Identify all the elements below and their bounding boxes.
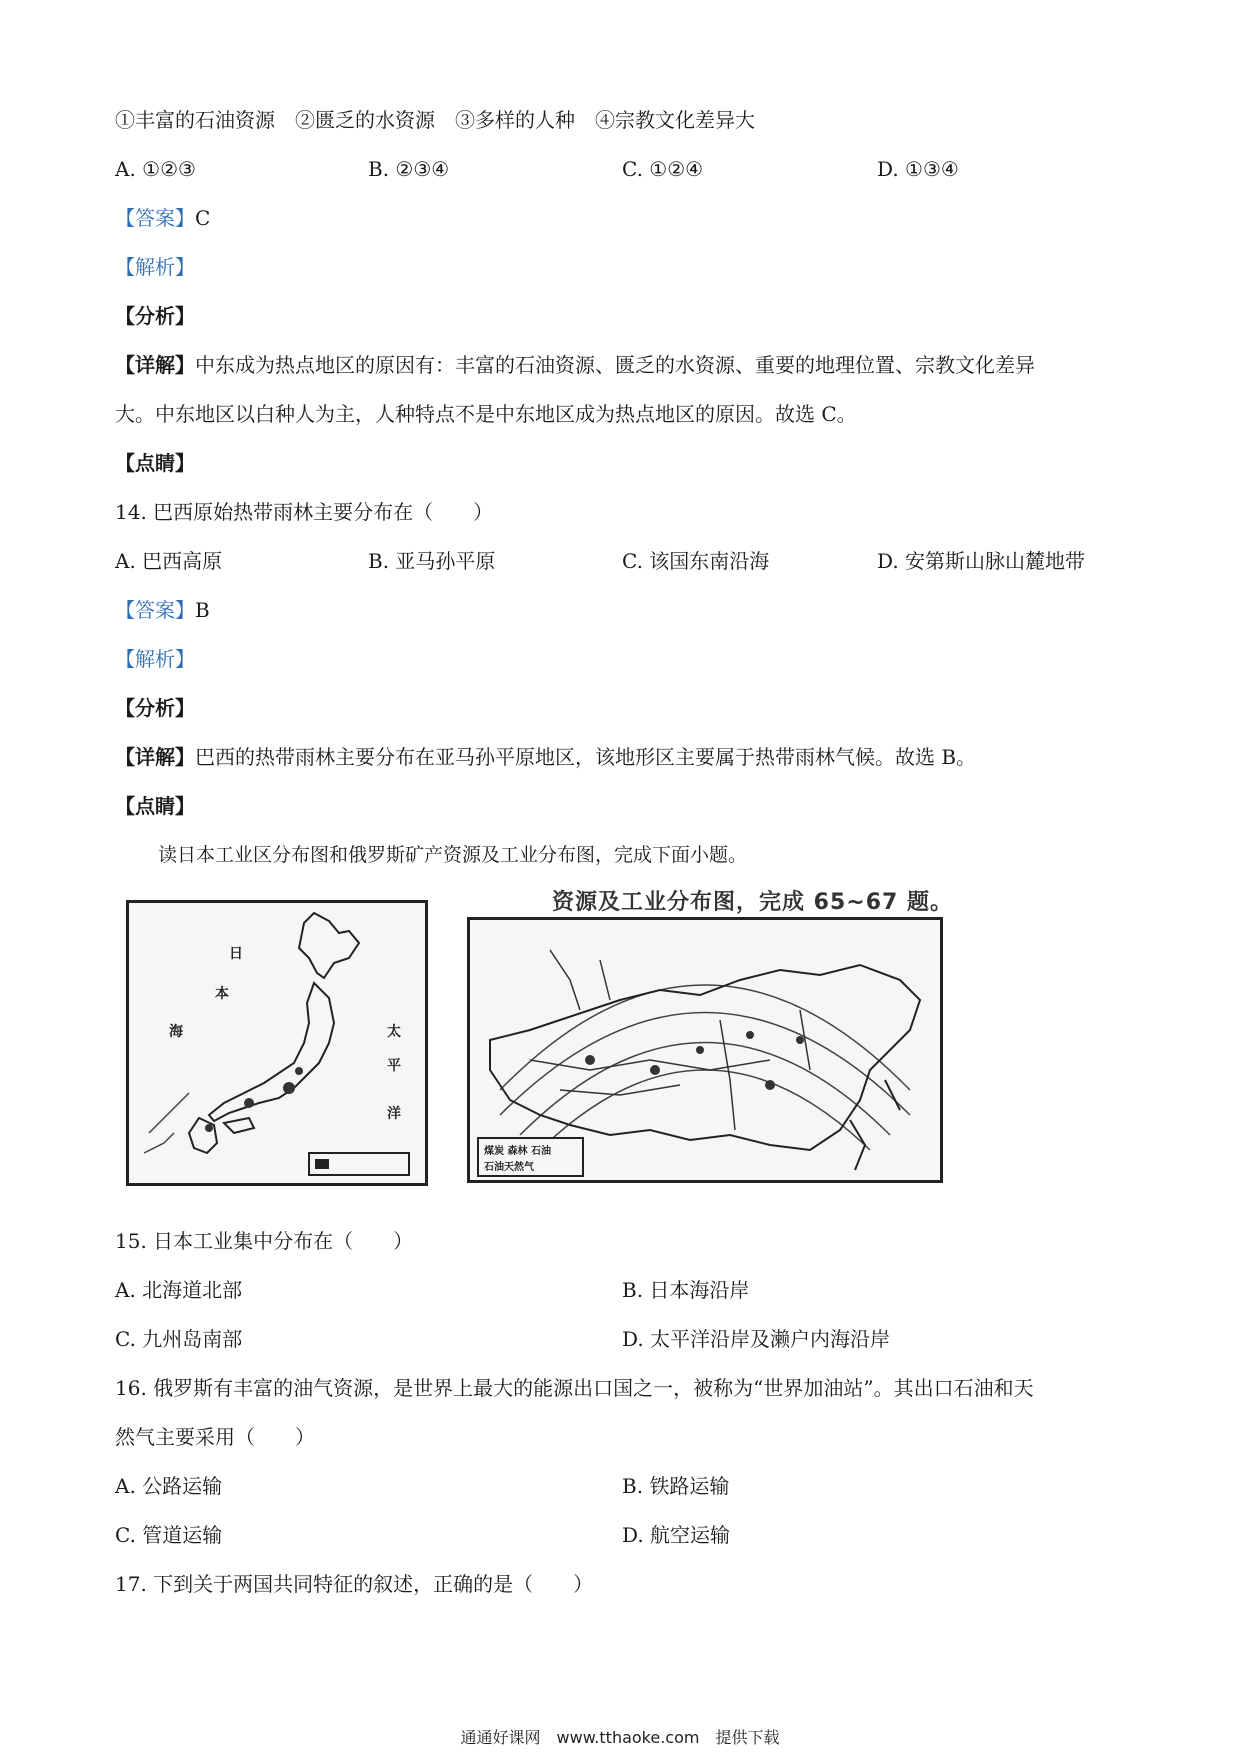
- q17-stem: 17. 下到关于两国共同特征的叙述，正确的是（ ）: [115, 1572, 594, 1596]
- q13-detail-line1: [115, 351, 1035, 379]
- q14-detail: [115, 743, 976, 771]
- russia-resource-map: [467, 917, 943, 1183]
- q13-option-c: C. ①②④: [622, 157, 704, 181]
- russia-map-drawing: [470, 920, 940, 1180]
- figure-top-text: 资源及工业分布图，完成 65~67 题。: [552, 890, 953, 915]
- q15-option-b: B. 日本海沿岸: [622, 1278, 750, 1302]
- q13-fenxi: 【分析】: [115, 304, 195, 328]
- japan-label-3: 海: [169, 1024, 183, 1040]
- q15-option-c: C. 九州岛南部: [115, 1327, 243, 1351]
- answer-tag: 【答案】: [115, 598, 195, 622]
- q14-option-a: A. 巴西高原: [115, 549, 223, 573]
- answer-value: C: [195, 206, 211, 230]
- q16-option-a: A. 公路运输: [115, 1474, 223, 1498]
- q13-jiexi: 【解析】: [115, 255, 195, 279]
- q13-dianjing: 【点睛】: [115, 451, 195, 475]
- detail-text: 中东成为热点地区的原因有：丰富的石油资源、匮乏的水资源、重要的地理位置、宗教文化差异: [195, 353, 1035, 377]
- q15-stem: 15. 日本工业集中分布在（ ）: [115, 1229, 414, 1253]
- q13-option-d: D. ①③④: [877, 157, 959, 181]
- q15-option-d: D. 太平洋沿岸及濑户内海沿岸: [622, 1327, 891, 1351]
- russia-legend-1: 煤炭 森林 石油: [484, 1146, 551, 1157]
- q16-option-d: D. 航空运输: [622, 1523, 731, 1547]
- answer-value: B: [195, 598, 210, 622]
- q14-dianjing: 【点睛】: [115, 794, 195, 818]
- q16-stem-line2: 然气主要采用（ ）: [115, 1425, 315, 1449]
- q16-stem-line1: 16. 俄罗斯有丰富的油气资源，是世界上最大的能源出口国之一，被称为“世界加油站”。其出口石油和天: [115, 1376, 1034, 1400]
- q13-option-b: B. ②③④: [368, 157, 450, 181]
- japan-label-2: 本: [215, 986, 229, 1002]
- detail-tag: 【详解】: [115, 745, 195, 769]
- japan-label-1: 日: [229, 946, 243, 962]
- map-intro: 读日本工业区分布图和俄罗斯矿产资源及工业分布图，完成下面小题。: [158, 844, 748, 866]
- q14-option-b: B. 亚马孙平原: [368, 549, 496, 573]
- q14-stem: 14. 巴西原始热带雨林主要分布在（ ）: [115, 500, 494, 524]
- q16-option-b: B. 铁路运输: [622, 1474, 730, 1498]
- russia-legend-2: 石油天然气: [484, 1162, 534, 1173]
- map-figure: [112, 885, 953, 1190]
- japan-label-4: 太: [387, 1024, 401, 1040]
- q13-answer: [115, 204, 210, 232]
- detail-tag: 【详解】: [115, 353, 195, 377]
- japan-industry-map: [126, 900, 428, 1186]
- q14-option-c: C. 该国东南沿海: [622, 549, 770, 573]
- q13-items: ①丰富的石油资源 ②匮乏的水资源 ③多样的人种 ④宗教文化差异大: [115, 108, 755, 132]
- q14-jiexi: 【解析】: [115, 647, 195, 671]
- japan-map-drawing: [129, 903, 425, 1183]
- page-footer: 通通好课网 www.tthaoke.com 提供下载: [460, 1728, 780, 1747]
- q14-fenxi: 【分析】: [115, 696, 195, 720]
- q16-option-c: C. 管道运输: [115, 1523, 223, 1547]
- japan-label-6: 洋: [387, 1106, 401, 1122]
- q14-option-d: D. 安第斯山脉山麓地带: [877, 549, 1086, 573]
- q14-answer: [115, 596, 210, 624]
- q13-option-a: A. ①②③: [115, 157, 196, 181]
- japan-label-5: 平: [387, 1058, 401, 1074]
- answer-tag: 【答案】: [115, 206, 195, 230]
- detail-text: 巴西的热带雨林主要分布在亚马孙平原地区，该地形区主要属于热带雨林气候。故选 B。: [195, 745, 977, 769]
- q13-detail-line2: 大。中东地区以白种人为主，人种特点不是中东地区成为热点地区的原因。故选 C。: [115, 402, 857, 426]
- q15-option-a: A. 北海道北部: [115, 1278, 243, 1302]
